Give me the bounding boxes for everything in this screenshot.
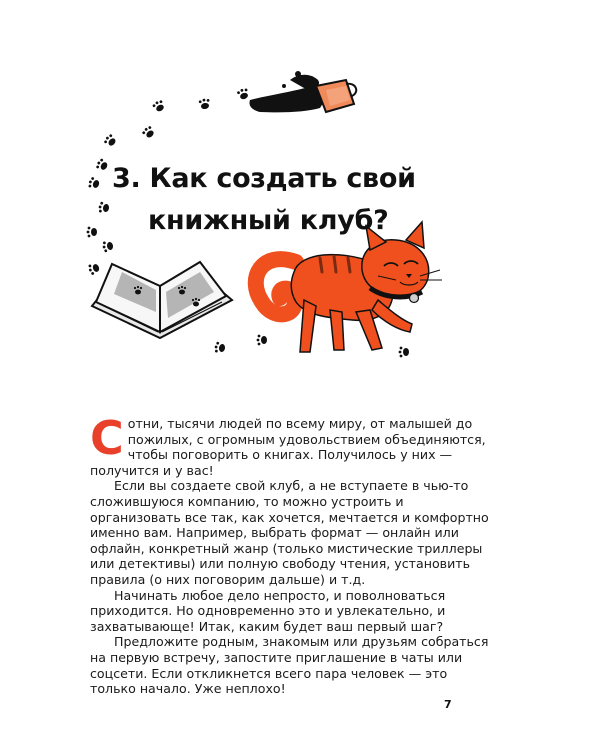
page-number: 7: [444, 698, 452, 711]
chapter-body: [90, 411, 490, 697]
paragraph: [90, 411, 490, 478]
open-book: [92, 262, 232, 338]
drop-cap: С: [90, 411, 124, 465]
paragraph-text: отни, тысячи людей по всему миру, от малышей до пожилых, с огромным удовольствием объединяются, чтобы поговорить о книгах. Получилось у них — получится и у вас!: [90, 416, 486, 478]
paragraph: Начинать любое дело непросто, и поволноваться приходится. Но одновременно это и увлекательно, и захватывающе! Итак, каким будет ваш первый шаг?: [90, 587, 446, 634]
paragraph: Предложите родным, знакомым или друзьям собраться на первую встречу, запостите приглашение в чаты или соцсети. Если откликнется всего пара человек — это только начало. Уже неплохо!: [90, 634, 489, 697]
chapter-title-line-2: книжный клуб?: [148, 205, 389, 236]
paragraph: Если вы создаете свой клуб, а не вступаете в чью-то сложившуюся компанию, то можно устроить и организовать все так, как хочется, мечтается и комфортно именно вам. Например, выбрать формат — онлайн или офлайн, конкретный жанр (только мистические триллеры или детективы) или полную свободу чтения, установить правила (о них поговорим дальше) и т.д.: [90, 478, 489, 587]
spilled-cup: [249, 71, 356, 112]
chapter-title: [112, 158, 416, 242]
chapter-title-line-1: 3. Как создать свой: [112, 163, 416, 194]
